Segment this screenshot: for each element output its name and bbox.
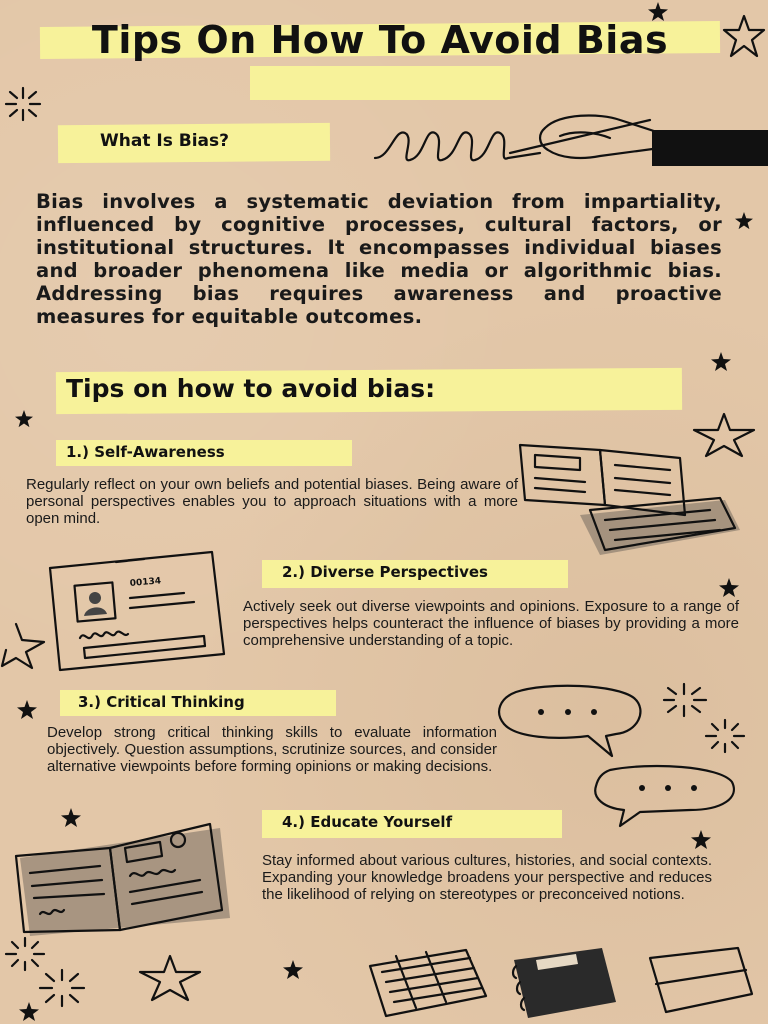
tip-2-label: 2.) Diverse Perspectives xyxy=(282,563,488,581)
title-highlight xyxy=(250,66,510,100)
tip-4-label: 4.) Educate Yourself xyxy=(282,813,453,831)
tip-1-text: Regularly reflect on your own beliefs and potential biases. Being aware of personal perspectives enables you to approach situations with a more open mind. xyxy=(26,476,518,527)
star-icon xyxy=(692,412,756,458)
tip-3-label: 3.) Critical Thinking xyxy=(78,693,245,711)
star-icon xyxy=(60,808,82,828)
star-icon xyxy=(722,14,766,58)
sparkle-icon xyxy=(700,716,750,756)
star-icon xyxy=(138,954,202,1002)
sparkle-icon xyxy=(34,966,90,1010)
tip-2-text: Actively seek out diverse viewpoints and opinions. Exposure to a range of perspectives helps counteract the influence of biases by providing a more comprehensive understanding of a topic. xyxy=(243,598,739,649)
tip-3-text: Develop strong critical thinking skills to evaluate information objectively. Question assumptions, scrutinize sources, and consider alternative viewpoints before forming opinions or making decisions. xyxy=(47,724,497,775)
tip-4-text: Stay informed about various cultures, histories, and social contexts. Expanding your knowledge broadens your perspective and reduces the likelihood of relying on stereotypes or preconceived notions. xyxy=(262,852,712,903)
star-icon xyxy=(718,578,740,598)
star-icon xyxy=(690,830,712,850)
id-card-number: 00134 xyxy=(129,576,162,589)
speech-bubble-icon xyxy=(590,764,740,830)
tip-1-label: 1.) Self-Awareness xyxy=(66,443,225,461)
star-icon xyxy=(0,620,46,670)
star-icon xyxy=(16,700,38,720)
speech-bubble-icon xyxy=(496,684,646,760)
star-icon xyxy=(282,960,304,980)
tips-heading: Tips on how to avoid bias: xyxy=(66,374,436,403)
what-is-bias-heading: What Is Bias? xyxy=(100,131,229,151)
id-card-icon xyxy=(44,548,229,673)
what-is-bias-text: Bias involves a systematic deviation from impartiality, influenced by cognitive processes, cultural factors, or institutional structures. It encompasses individual biases and broader phenomena like media or algorithmic bias. Addressing bias requires awareness and proactive measures for equitable outcomes. xyxy=(36,190,722,328)
sparkle-icon xyxy=(654,680,714,720)
notebook-icon xyxy=(10,818,235,938)
star-icon xyxy=(734,212,754,230)
star-icon xyxy=(710,352,732,372)
page-title: Tips On How To Avoid Bias xyxy=(91,18,669,62)
star-icon xyxy=(18,1002,40,1022)
book-stack-icon xyxy=(366,946,756,1022)
sparkle-icon xyxy=(0,84,46,124)
open-book-icon xyxy=(510,440,745,560)
star-icon xyxy=(14,410,34,428)
pen-hand-illustration xyxy=(370,108,768,188)
star-icon xyxy=(647,2,669,22)
